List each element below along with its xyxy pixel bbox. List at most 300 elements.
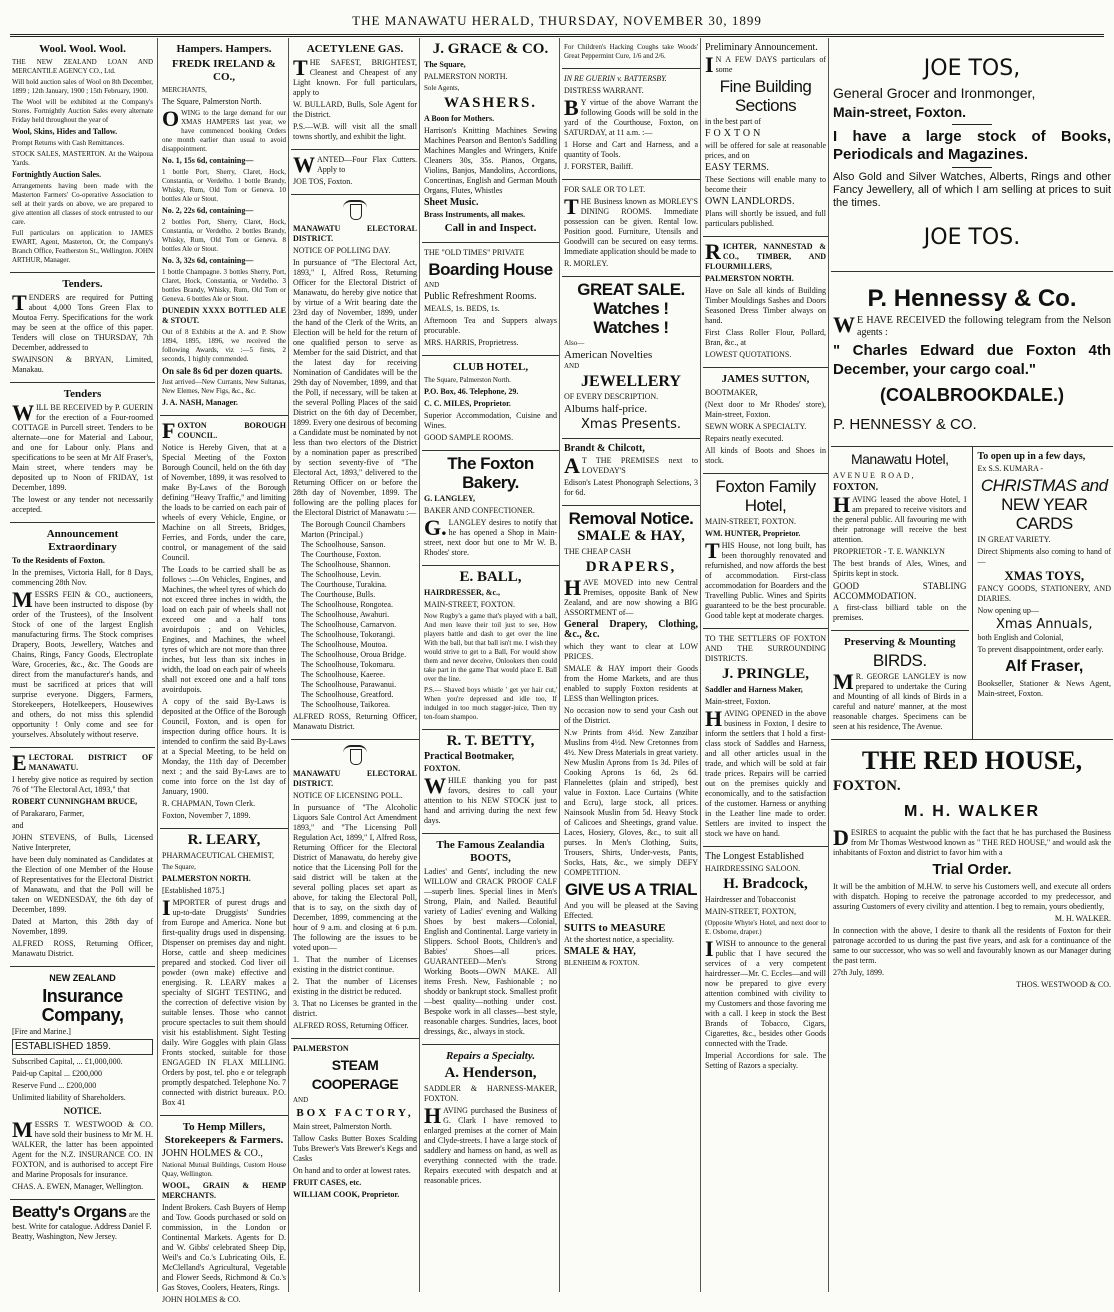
birds-ad [831,631,969,739]
bakery-trade: BAKER AND CONFECTIONER. [424,506,535,515]
great-novel: American Novelties [564,349,653,361]
great-and: AND [564,362,580,370]
birds-heading: Preserving & Mounting [843,636,956,648]
leary-name: R. LEARY, [187,832,261,848]
boarding-sign: MRS. HARRIS, Proprietress. [424,338,519,347]
hampers-addr: The Square, Palmerston North. [162,97,262,106]
electoral-sign: ALFRED ROSS, Returning Officer, Manawatu District. [12,939,153,958]
insurance-cap2: Paid-up Capital ... £200,000 [12,1069,102,1078]
polling-sub: NOTICE OF POLLING DAY. [293,246,391,255]
hemp-heading: To Hemp Millers, Storekeepers & Farmers. [164,1121,284,1146]
hennessy-sign: P. HENNESSY & CO. [833,416,977,433]
grace-body: Harrison's Knitting Machines Sewing Machines Pearson and Benton's Saddling Machines Mangles and Wringers, Knife Cleaners 30s, 35s. Pianos, Organs, Violins, Banjos, Mandolins, Accordions, Concertinas, English and German Mouth Organs, Flutes, Whistles [424,126,557,195]
redhouse-name: THE RED HOUSE, [861,746,1083,775]
cooperage-top: PALMERSTON [293,1044,349,1053]
richter-lowest: LOWEST QUOTATIONS. [705,350,792,359]
announcement-body: MESSRS FEIN & CO., auctioneers, have been instructed to dispose (by order of the Trustees), of the Insolvent Stock of one of the largest English manufacturing firms. The Stock comprises Drapery, Boots, Jewellery, Watches and Chains, Rings, Fancy Goods, Electroplate Ware, Groceries, &c., &c. The Goods are direct from the manufacturer's hands, and must be sacrificed at prices that will surprise everyone. Diggers, Farmers, Storekeepers, Hotelkeepers, Housewives and others, do not miss this splendid opportunity ! Only come and see for yourselves. Absolutely without reserve. [12,587,153,739]
xmas-direct: Direct Shipments also coming to hand of— [977,547,1111,566]
richter-town: PALMERSTON NORTH. [705,274,794,283]
club-box: P.O. Box, 46. Telephone, 29. [424,387,519,396]
great-every: OF EVERY DESCRIPTION. [564,392,659,401]
pringle-body: HAVING OPENED in the above business in Foxton, I desire to inform the settlers that I hold a first-class stock of Saddles and Harness, and all other articles usual in the trade, and which will be sold at fair trade prices. Repairs will be carried out on the premises quickly and economically, and to the satisfaction of the customer. Harness or anything in the Leather line made to order. Settlers are invited to inspect the stock we have on hand. [705,706,826,838]
prelim-best: in the best part of [705,117,761,126]
removal-which: which they want to clear at LOW PRICES. [564,642,698,661]
tos-name: JOE TOS, [923,56,1021,81]
tenders-cottage-ad [10,383,155,523]
sutton-ad [703,368,828,474]
removal-no: No occasion now to send your Cash out of the District. [564,706,698,725]
warrant-sign: J. FORSTER, Bailiff. [564,162,633,171]
polling-place: The Schoolhouse, Sanson. [301,540,386,549]
wool-dates: Will hold auction sales of Wool on 8th December, 1899 ; 12th January, 1900 ; 15th February, 1900. [12,78,153,95]
sutton-trade: BOOTMAKER, [705,388,758,397]
grace-square: The Square, [424,60,466,69]
manawatu-billiard: A first-class billiard table on the premises. [833,603,967,622]
henderson-ad [422,1045,559,1193]
dunedin-detail: Out of 8 Exhibits at the A. and P. Show 1894, 1895, 1896, we received the following Awards, viz :—5 firsts, 2 seconds, 1 highly commended. [162,328,286,363]
hennessy-coal: (COALBROOKDALE.) [880,385,1064,405]
club-name: CLUB HOTEL, [452,361,529,373]
xmas-fraser: Alf Fraser, [1005,658,1084,675]
sale-heading: FOR SALE OR TO LET. [564,185,646,194]
wool-returns: Prompt Returns with Cash Remittances. [12,139,125,147]
electoral-and: and [12,821,24,830]
column-5 [559,38,700,1292]
sutton-addr: (Next door to Mr Rhodes' store), Main-street, Foxton. [705,400,826,419]
ball-addr: MAIN-STREET, FOXTON. [424,600,516,609]
xmas-ship: Ex S.S. KUMARA - [977,464,1044,473]
redhouse-body: DESIRES to acquaint the public with the fact that he has purchased the Business from Mr Thomas Westwood known as " THE RED HOUSE," and would ask the inhabitants of Foxton and district to favor him with a [833,825,1111,857]
xmas-open: To open up in a few days, [977,451,1086,462]
flax-body: WANTED—Four Flax Cutters. Apply to [293,152,417,177]
royal-crest-icon [342,745,368,767]
leary-ad [160,829,288,1116]
prelim-offered: will be offered for sale at reasonable prices, and on [705,141,826,160]
great-jewel: JEWELLERY [581,373,681,390]
manawatu-town: FOXTON. [833,482,879,493]
removal-goods: General Drapery, Clothing, &c., &c. [564,619,698,640]
hemp-addr: National Mutual Buildings, Custom House Quay, Wellington. [162,1161,286,1178]
manawatu-body: HAVING leased the above Hotel, I am prepared to receive visitors and the general public. All favouring me with their patronage will receive the best attention. [833,492,967,544]
removal-body: HAVE MOVED into new Central Premises, opposite Bank of New Zealand, and are now showing a BIG ASSORTMENT of— [564,575,698,617]
insurance-notice: NOTICE. [63,1106,102,1116]
henderson-name: A. Henderson, [444,1065,537,1081]
sutton-rep: Repairs neatly executed. [705,434,784,443]
removal-heading: Removal Notice. [568,509,694,528]
club-ad [422,356,559,451]
removal-sign: SMALE & HAY, [564,946,636,957]
xmas-ny: NEW YEAR CARDS [1001,495,1088,533]
club-rooms: GOOD SAMPLE ROOMS. [424,433,514,442]
wool-contact: Full particulars on application to JAMES EWART, Agent, Masterton, Or, the Company's Branch Office, Featherston St., Wellington. JOHN ARTHUR, Manager. [12,229,153,264]
dunedin-heading: DUNEDIN XXXX BOTTLED ALE & STOUT. [162,306,286,325]
polling-place: The Courthouse, Foxton. [301,550,381,559]
hampers-arrived: Just arrived—New Currants, New Sultanas, New Elemes, New Figs, &c., &c. [162,378,286,395]
polling-place: The Schoolhouse, Kaeree. [301,670,385,679]
boarding-body: Afternoon Tea and Suppers always procurable. [424,316,557,335]
licensing-sub: NOTICE OF LICENSING POLL. [293,791,403,800]
column-7 [828,38,1113,1292]
organs-ad [10,1200,155,1247]
grace-music: Sheet Music. [424,197,479,208]
removal-suits: SUITS to MEASURE [564,922,666,934]
licensing-body: In pursuance of "The Alcoholic Liquors Sale Control Act Amendment 1893," and "The Licensing Poll Regulation Act, 1899," I, Alfred Ross, Returning Officer for the Electoral District of Manawatu, do hereby give notice that the Licensing Poll for the said district will be taken at the several polling places set apart as above, for taking the Electoral Poll, that is to say, on the sixth day of December, 1899, commencing at the hour of 9 a.m. and closing at 6 p.m. The following are the issues to be voted upon— [293,803,417,952]
for-sale-ad [562,180,700,277]
hotel-body: THIS House, not long built, has been thoroughly renovated and refurnished, and now affords the best of accommodation. First-class accommodation for Boarders and the Travelling Public. Wines and Spirits guaranteed to be the best procurable. Good table kept at moderate charges. [705,538,826,620]
redhouse-body2: It will be the ambition of M.H.W. to serve his Customers well, and execute all orders with dispatch. Hoping to receive the patronage accorded to my predecessor, and assuring Customers of every civility and attention. I beg to remain, yours obediently, [833,882,1111,911]
family-hotel-ad [703,474,828,629]
hotel-prop: WM. HUNTER, Proprietor. [705,529,801,538]
flax-cutters-ad [291,150,419,195]
hennessy-ad [831,272,1113,447]
club-prop: C. C. MILES, Proprietor. [424,399,511,408]
birds-body: MR. GEORGE LANGLEY is now prepared to undertake the Curing and Mounting of all kinds of Birds in a careful and nature' manner, at the most reasonable charges. Specimens can be seen at his residence, The Avenue. [833,669,967,731]
licensing-issue-2: 2. That the number of Licenses existing in the district be reduced. [293,977,417,996]
removal-trial: GIVE US A TRIAL [565,880,697,899]
ball-name: E. BALL, [459,569,522,585]
removal-drapers: DRAPERS, [585,559,677,575]
column-2 [157,38,288,1304]
licensing-heading: MANAWATU ELECTORAL DISTRICT. [293,769,417,788]
tenders-cottage-heading: Tenders [63,388,102,400]
ball-ps: P.S.— Shaved boys whistle ' get yer hair cut,' When you're depressed and idle too, If indulged in too much stagger-juice, Then try ten-foam shampoo. [424,686,557,721]
sale-body: THE Business known as MORLEY'S DINING ROOMS. Immediate possession can be given. Rental low. Position good. Furniture, Utensils and Goodwill can be secured on easy terms. Immediate application should be made to [564,194,698,256]
xmas-prevent: To prevent disappointment, order early. [977,645,1104,654]
hennessy-telegram: " Charles Edward due Foxton 4th December, your cargo coal." [833,342,1111,378]
licensing-sign: ALFRED ROSS, Returning Officer. [293,1021,409,1030]
prelim-heading: Preliminary Announcement. [705,42,818,53]
manawatu-stabling: GOOD STABLING ACCOMMODATION. [833,581,967,601]
hampers-ad [160,38,288,416]
betty-name: R. T. BETTY, [446,733,535,749]
licensing-ad [291,740,419,1039]
xmas-both: both English and Colonial, [977,633,1064,642]
insurance-cap4: Unlimited liability of Shareholders. [12,1093,126,1102]
hampers-heading: Hampers. Hampers. [176,43,272,55]
candidate-1-desc: of Parakararo, Farmer, [12,809,85,818]
polling-body: In pursuance of "The Electoral Act, 1893," I, Alfred Ross, Returning Officer for the Electoral District of Manawatu, do hereby give notice that by virtue of a Writ bearing date the 23rd day of November, 1899, under the hand of the Clerk of the Writs, an Election will be held for the return of one qualified person to serve as Member for the said District, and that the latest day for receiving Nomination of Candidates will be the 29th day of November, 1899, and that the Poll, if necessary, will be taken at the several Polling Places of the said District on the 6th day of December, 1899. Every one desirous of becoming a Candidate must be nominated by not less than two electors of the District by a nomination paper as prescribed by section seventy-five of "The Electoral Act, 1893," delivered to the Returning Officer on or before the 28th day of November, 1899. The following are the polling places for the Electoral District of Manawatu :— [293,258,417,517]
redhouse-sign2: THOS. WESTWOOD & CO. [1016,980,1111,989]
red-house-ad [831,740,1113,997]
saloon-trade: Hairdresser and Tobacconist [705,895,796,904]
betty-body: WHILE thanking you for past favors, desires to call your attention to his NEW STOCK just to hand and arriving during the next few days. [424,773,557,825]
removal-shortest: At the shortest notice, a speciality. [564,935,674,944]
ball-verse: Now Rugby's a game that's played with a ball, And men leave their toil just to see, How players battle and dash to get over the line With the ball, but that ball isn't me. I wish they would strive to get to a Ball, For would show them and never deceive, Onlookers then could take part in the game That would place E. Ball over the line. [424,612,557,683]
hemp-ad [160,1116,288,1312]
great-also: Also— [564,339,585,347]
polling-place: The Courthouse, Turakina. [301,580,387,589]
organs-rest: are the best. Write for catalogue. Address Daniel F. Beatty, Washington, New Jersey. [12,1210,152,1241]
column-3 [288,38,419,1292]
cooperage-factory: BOX FACTORY, [296,1107,414,1119]
pringle-trade: Saddler and Harness Maker, [705,685,803,694]
hampers-sale: On sale 8s 6d per dozen quarts. [162,366,283,376]
saloon-sub: HAIRDRESSING SALOON. [705,864,801,873]
hotel-addr: MAIN-STREET, FOXTON. [705,517,797,526]
brandt-ad [562,439,700,506]
insurance-top: NEW ZEALAND [49,973,116,983]
saloon-heading: The Longest Established [705,851,804,862]
wool-heading: Wool. Wool. Wool. [39,43,126,55]
council-heading: FOXTON BOROUGH COUNCIL. [162,418,286,443]
polling-place: The Schoolhouse, Tokorangi. [301,630,395,639]
warrant-ad [562,69,700,180]
removal-loc: BLENHEIM & FOXTON. [564,959,640,967]
hamper-1-detail: 1 bottle Port, Sherry, Claret, Hock, Constantia, or Verdelho. 1 bottle Brandy, Whisky, Rum, Old Tom or Geneva. 10 bottles Ale or Stout. [162,168,286,203]
tos-also: Also Gold and Silver Watches, Alberts, Rings and other Fancy Jewellery, all of which I am selling at prices to suit the times. [833,171,1111,209]
candidate-1: ROBERT CUNNINGHAM BRUCE, [12,797,138,806]
henderson-trade: SADDLER & HARNESS-MAKER, FOXTON. [424,1084,557,1103]
prelim-town: FOXTON [705,128,764,139]
zealandia-ad [422,834,559,1045]
wool-company: THE NEW ZEALAND LOAN AND MERCANTILE AGENCY CO., Ltd. [12,58,153,75]
royal-crest-icon [342,200,368,222]
cooperage-fruit: FRUIT CASES, etc. [293,1178,362,1187]
hamper-3: No. 3, 32s 6d, containing— [162,256,254,265]
henderson-body: HAVING purchased the Business of G. Clark I have removed to enlarged premises at the corner of Main and Clyde-streets. I have a large stock of saddlery and harness on hand, as well as everything connected with the trade. Repairs executed with despatch and at reasonable prices. [424,1103,557,1185]
electoral-body: I hereby give notice as required by section 76 of "The Electoral Act, 1893," that [12,775,153,794]
boarding-ad [422,243,559,356]
cooperage-sign: WILLIAM COOK, Proprietor. [293,1190,400,1199]
cooperage-and: AND [293,1096,309,1104]
saloon-razors: Imperial Accordions for sale. The Setting of Razors a specialty. [705,1051,826,1070]
birds-name: BIRDS. [872,651,927,670]
brandt-body: AT THE PREMISES next to LOVEDAY'S [564,453,698,478]
cooperage-name: STEAM COOPERAGE [311,1057,399,1092]
polling-places [293,520,417,710]
left-sub-column [831,447,973,739]
column-1 [10,38,155,1292]
brandt-edison: Edison's Latest Phonograph Selections, 3 for 6d. [564,478,698,497]
wool-fortnightly: Fortnightly Auction Sales. [12,170,102,179]
xmas-now: Now opening up— [977,606,1039,615]
electoral-heading: ELECTORAL DISTRICT OF MANAWATU. [12,750,153,775]
grace-brass: Brass Instruments, all makes. [424,210,526,219]
hampers-intro: OWING to the large demand for our XMAS HAMPERS last year, we have commenced booking Orders one month earlier than usual to avoid disappointment. [162,106,286,153]
redhouse-trial: Trial Order. [932,861,1012,878]
redhouse-date: 27th July, 1899. [833,968,885,977]
tos-stock: I have a large stock of Books, Periodicals and Magazines. [833,128,1111,163]
masthead: THE MANAWATU HERALD, THURSDAY, NOVEMBER 30, 1899 [10,8,1104,37]
removal-list: N.w Prints from 4½d. New Zanzibar Muslins from 4½d. New Cretonnes from 4½. New Dress Materials in great variety. New Muslin Aprons from 1s 3d. Piles of Cooking Aprons 1s 6d, 2s 6d. Flannelettes (plain and striped), best value in Foxton. Lace Curtains (White and Ecru), large stock, all prices. Nainsook Muslin from 5d. Heavy Stock of Calicoes and Sheetings, grand value. Laces, Hosiery, Gloves, &c., to suit all purses. In Men's Clothing, Suits, Trousers, Shirts, Under-vests, Pants, Socks, Hats, &c., we simply DEFY COMPETITION. [564,728,698,877]
tenders-cottage-footer: The lowest or any tender not necessarily accepted. [12,495,153,514]
xmas-ad [976,447,1114,706]
insurance-cap1: Subscribed Capital, ... £1,000,000. [12,1057,123,1066]
hemp-trade: WOOL, GRAIN & HEMP MERCHANTS. [162,1181,286,1200]
boarding-sub: Public Refreshment Rooms. [424,291,537,302]
council-date: Foxton, November 7, 1899. [162,811,251,820]
polling-ad [291,195,419,740]
saloon-addr: MAIN-STREET, FOXTON, [705,907,797,916]
redhouse-town: FOXTON. [833,778,901,794]
prelim-plans: Plans will shortly be issued, and full particulars published. [705,209,826,228]
boarding-meals: MEALS, 1s. BEDS, 1s. [424,304,500,313]
great-albums: Albums half-price. [564,403,648,415]
bakery-name: The Foxton Bakery. [447,454,534,492]
pringle-heading: TO THE SETTLERS OF FOXTON AND THE SURROUNDING DISTRICTS. [705,634,826,663]
zealandia-heading: The Famous Zealandia BOOTS, [436,839,545,864]
hotel-name: Foxton Family Hotel, [715,477,816,515]
redhouse-body3: In connection with the above, I desire to thank all the residents of Foxton for their patronage accorded to us during the past five years, and ask for a continuance of the same to our successor, who was so well and favourably known as our Manager during the past term. [833,926,1111,965]
xmas-toys: XMAS TOYS, [1004,568,1085,583]
licensing-issue-1: 1. That the number of Licenses existing in the district continue. [293,955,417,974]
removal-you: And you will be pleased at the Saving Effected. [564,901,698,920]
announcement-sub: To the Residents of Foxton. [12,556,105,565]
hampers-trade: MERCHANTS, [162,86,207,94]
manawatu-prop: PROPRIETOR - T. E. WANKLYN [833,547,945,556]
tenders-flax-ad [10,273,155,383]
polling-place: The Schoolhouse, Awahuri. [301,610,390,619]
hemp-firm: JOHN HOLMES & CO., [162,1148,263,1159]
cooperage-hand: On hand and to order at lowest rates. [293,1166,411,1175]
great-sale-ad [562,277,700,439]
polling-place: The Schoolhouse, Parawanui. [301,680,397,689]
manawatu-name: Manawatu Hotel, [850,451,949,467]
wool-stock: STOCK SALES, MASTERTON. At the Waipoua Yards. [12,150,153,167]
insurance-ad [10,967,155,1200]
club-addr: The Square, Palmerston North. [424,376,511,384]
hampers-sign: J. A. NASH, Manager. [162,398,238,407]
insurance-sub: [Fire and Marine.] [12,1027,71,1036]
hamper-1: No. 1, 15s 6d, containing— [162,156,254,165]
ball-ad [422,566,559,730]
sutton-name: JAMES SUTTON, [721,373,810,385]
redhouse-walker: M. H. WALKER [904,803,1040,820]
organs-title: Beatty's Organs [12,1204,127,1221]
joe-tos-ad [831,38,1113,272]
tos-sign: JOE TOS. [923,225,1021,250]
sale-sign: R. MORLEY. [564,259,609,268]
saloon-body: IWISH to announce to the general public that I have secured the services of a very competent hairdresser—Mr. C. Eccles—and will now be prepared to give every attention combined with civility to my Customers and those favoring me with a call. I keep in stock the Best Brands of Tobacco, Cigars, Cigarettes, &c., besides other Goods connected with the Trade. [705,936,826,1048]
acetylene-ad [291,38,419,150]
brandt-name: Brandt & Chilcott, [564,443,645,454]
tenders-heading: Tenders. [62,278,103,290]
acetylene-sign: W. BULLARD, Bulls, Sole Agent for the District. [293,100,417,119]
club-body: Superior Accommodation, Cuisine and Wines. [424,411,557,430]
acetylene-heading: ACETYLENE GAS. [306,43,404,55]
insurance-name: Insurance Company, [41,986,124,1025]
manawatu-brands: The best brands of Ales, Wines, and Spirits kept in stock. [833,559,967,578]
polling-place: The Borough Council Chambers Marton (Principal.) [301,520,406,539]
column-6 [700,38,828,1292]
great-heading: GREAT SALE. [577,280,685,299]
insurance-body: MESSRS T. WESTWOOD & CO. have sold their business to Mr M. H. WALKER, the latter has been appointed Agent for the N.Z. INSURANCE CO. IN FOXTON, and is authorised to accept Fire and Marine Proposals for insurance. [12,1117,153,1179]
warrant-sub: DISTRESS WARRANT. [564,86,644,95]
electoral-rest: have been duly nominated as Candidates at the Election of one Member of the House of Representatives for the Electoral District of Manawatu, and that the Poll will be taken on WEDNESDAY, the 6th day of December, 1899. [12,855,153,914]
polling-place: The Schoolhouse, Greatford. [301,690,394,699]
prelim-these: These Sections will enable many to become their [705,175,826,194]
leary-body: IMPORTER of purest drugs and up-to-date Druggists' Sundries from Europe and America. None but first-quality drugs used in dispensing. Dispenser on premises day and night. Horse, cattle and sheep medicines prepared and stocked. Cod liver oil powder (own make) effective and energising. R. LEARY makes a specialty of SIGHT TESTING, and the correction of defective vision by suitable lenses. Those who cannot procure spectacles to suit them should visit his establishment. Sight Testing daily. Wire Goggles with plain Glass Fronts stocked, suitable for those ENGAGED IN FLAX MILLING. Orders by post, tel. pho e or telegraph promptly despatched. Telephone No. 7 connected with district bureaux. P.O. Box 41 [162,895,286,1107]
saloon-name: H. Bradcock, [723,876,808,892]
cough-ad [562,38,700,69]
repairs-heading: Repairs a Specialty. [445,1050,536,1062]
removal-firm: SMALE & HAY, [577,528,685,544]
hennessy-body: WE HAVE RECEIVED the following telegram from the Nelson agents : [833,312,1111,338]
insurance-sign: CHAS. A. EWEN, Manager, Wellington. [12,1182,144,1191]
leary-trade: PHARMACEUTICAL CHEMIST, [162,851,275,860]
insurance-cap3: Reserve Fund ... £200,000 [12,1081,97,1090]
hemp-sign: JOHN HOLMES & CO. [162,1295,241,1304]
hennessy-name: P. Hennessy & Co. [867,285,1077,312]
hamper-2-detail: 2 bottles Port, Sherry, Claret, Hock, Constantia, or Verdelho. 2 bottles Brandy, Whisky, Rum, Old Tom or Geneva. 8 bottles Ale or Stout. [162,218,286,253]
cough-text: For Children's Hacking Coughs take Woods' Great Peppermint Cure, 1/6 and 2/6. [564,43,698,60]
leary-town: PALMERSTON NORTH. [162,874,251,883]
acetylene-body: THE SAFEST, BRIGHTEST, Cleanest and Cheapest of any Light known. For full particulars, apply to [293,55,417,97]
wool-items: Wool, Skins, Hides and Tallow. [12,127,118,136]
xmas-variety: IN GREAT VARIETY. [977,535,1051,544]
bradcock-ad [703,847,828,1078]
grace-boon: A Boon for Mothers. [424,114,495,123]
boarding-and: AND [424,281,440,289]
council-body: Notice is Hereby Given, that at a Special Meeting of the Foxton Borough Council, held on the 6th day of November, 1899, it was resolved to make By-Laws of the Borough defining "Heavy Traffic," and limiting the loads to be carried on each pair of wheels of every Vehicle, Engine, or Machine on all Streets, Bridges, Ferries, and Fords, under the care, control, or management of the said Council. [162,443,286,562]
tenders-sign: SWAINSON & BRYAN, Limited, Manakau. [12,355,153,374]
grace-washers: WASHERS. [443,95,538,111]
polling-place: The Schoolhouse, Taikorea. [301,700,391,709]
prelim-body: IN A FEW DAYS particulars of some [705,52,826,77]
xmas-fancy: FANCY GOODS, STATIONERY, AND DIARIES. [977,584,1111,603]
prelim-big: Fine Building Sections [719,77,812,115]
column-4 [419,38,559,1292]
manawatu-addr: AVENUE ROAD, [833,471,916,480]
pringle-ad [703,629,828,847]
richter-heading: RICHTER, NANNESTAD & CO., TIMBER, AND FLOURMILLERS, [705,239,826,271]
betty-town: FOXTON. [424,764,461,773]
insurance-est: ESTABLISHED 1859. [12,1039,153,1055]
polling-sign: ALFRED ROSS, Returning Officer, Manawatu District. [293,712,417,731]
xmas-annuals: Xmas Annuals, [995,617,1093,632]
warrant-body: BY virtue of the above Warrant the following Goods will be sold in the yard of the Courthouse, Foxton, on SATURDAY, at 11 a.m. :— [564,95,698,137]
polling-place: The Schoolhouse, Tokomaru. [301,660,395,669]
polling-place: The Schoolhouse, Shannon. [301,560,391,569]
hemp-body: Indent Brokers. Cash Buyers of Hemp and Tow. Goods purchased or sold on commission, in the London or Continental Markets. Agents for D. and W. Gibbs' celebrated Sheep Dip, Weil's and Co.'s Lubricating Oils, E. McClelland's Agricultural, Vegetable and Flower Seeds, Richmond & Co.'s Gas Stoves, Coolers, Heaters, Rings. [162,1203,286,1292]
announcement-ad [10,523,155,748]
grace-agents: Sole Agents, [424,84,460,92]
sutton-sewn: SEWN WORK A SPECIALTY. [705,422,807,431]
prelim-terms: EASY TERMS. [705,162,769,173]
warrant-items: 1 Horse and Cart and Harness, and a quantity of Tools. [564,140,698,159]
zealandia-body: Ladies' and Gents', including the new WILLOW and CRACK PROOF CALF—superb lines. Special lines in Men's Strong, Plain, and Nailed. Beautiful variety of Ladies' evening and Walking Shoes by best makers—Colonial, English and Continental. Large variety in Slippers. School Boots, Children's and Babies' Shoes—all prices. GUARANTEED—Men's Strong Working Boots—OWN MAKE. All items Fresh. New, Fashionable ; no shoddy or bankrupt stock. Smallest profit—best quality—nothing under cost. Bespoke work in all classes—best style, reasonable charges. Sundries, laces, boot dressings, &c., always in stock. [424,867,557,1036]
polling-place: The Courthouse, Bulls. [301,590,376,599]
council-loads: The Loads to be carried shall be as follows :—On Vehicles, Engines, and Machines, the wheel tyres of which do not exceed three inches in width, the load on each pair of wheels shall not exceed one and a half tons avoirdupois ; and on Vehicles, Engines, and Machines, the wheel tyres of which are not more than three inches, but less than six inches in width, the load on each pair of wheels shall not exceed one and a half tons avoirdupois. [162,565,286,694]
council-copy: A copy of the said By-Laws is deposited at the Office of the Borough Council, Foxton, and is open for inspection during office hours. It is intended to confirm the said By-Laws at a Special Meeting, to be held on Monday, the 11th day of December next ; and the said By-Laws are to come into force on the 1st day of January, 1900. [162,697,286,796]
xmas-fraserd: Bookseller, Stationer & News Agent, Main-street, Foxton. [977,679,1111,698]
polling-place: The Schoolhouse, Levin. [301,570,381,579]
tos-trade: General Grocer and Ironmonger, [833,85,1036,101]
betty-trade: Practical Bootmaker, [424,751,515,762]
richter-body: Have on Sale all kinds of Building Timber Mouldings Sashes and Doors Seasoned Dress Timber always on hand. [705,286,826,325]
grace-town: PALMERSTON NORTH. [424,72,508,81]
polling-place: The Schoolhouse, Rongotea. [301,600,393,609]
two-col-block [831,447,1113,740]
grace-ad [422,38,559,243]
divider [952,167,992,168]
announcement-heading: Announcement Extraordinary [46,528,119,553]
bakery-ad [422,451,559,566]
candidate-2: JOHN STEVENS, of Bulls, Licensed Native Interpreter, [12,833,153,852]
cooperage-addr: Main street, Palmerston North. [293,1122,392,1131]
grace-firm: J. GRACE & CO. [432,41,549,57]
acetylene-ps: P.S.—W.B. will visit all the small towns shortly, and exhibit the light. [293,122,417,141]
tos-addr: Main-street, Foxton. [833,104,967,120]
divider [952,124,992,125]
smale-hay-ad [562,506,700,975]
flax-sign: JOE TOS, Foxton. [293,177,353,186]
removal-import: SMALE & HAY import their Goods from the Home Markets, and are thus enabled to supply Foxton residents at LESS than Wellington prices. [564,664,698,703]
grace-call: Call in and Inspect. [444,222,537,234]
warrant-heading: IN RE GUERIN v. BATTERSBY. [564,74,667,83]
wool-arrangements: Arrangements having been made with the Masterton Farmers' Co-operative Association to sell at their yards on above, we are prepared to give attention all classes of stock entrusted to our care. [12,182,153,226]
richter-flour: First Class Roller Flour, Pollard, Bran, &c., at [705,328,826,347]
